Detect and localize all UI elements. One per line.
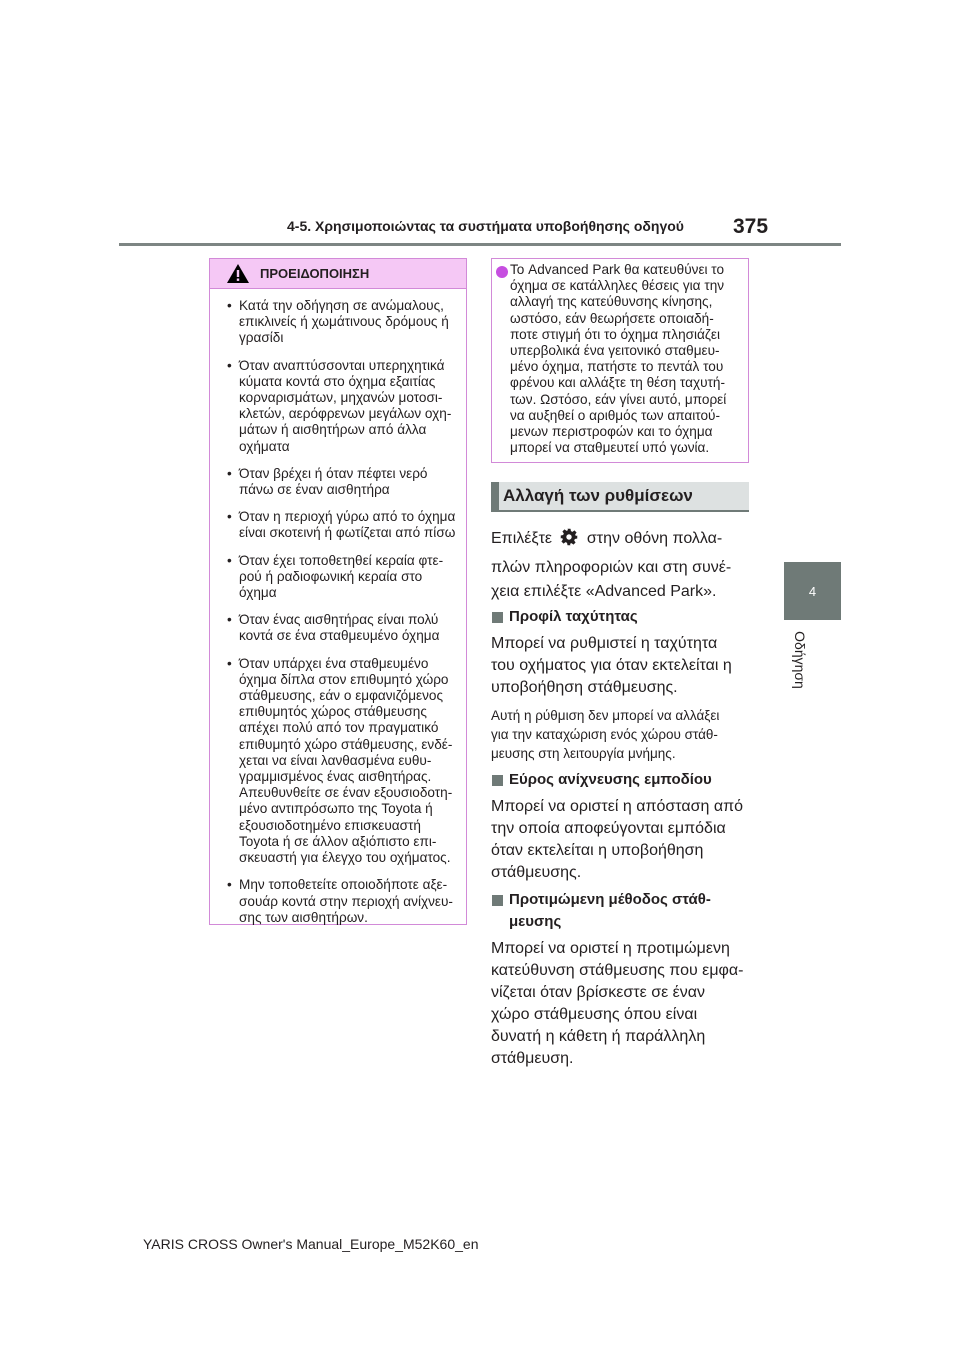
header-rule: [119, 243, 841, 246]
section-header: 4-5. Χρησιμοποιώντας τα συστήματα υποβοήθησης οδηγού: [287, 218, 684, 234]
warning-triangle-icon: [226, 263, 250, 284]
intro-text-cont: πλών πληροφοριών και στη συνέ- χεια επιλέξτε «Advanced Park».: [491, 559, 732, 600]
obstacle-text: Μπορεί να οριστεί η απόσταση από την οποία αποφεύγονται εμπόδια όταν εκτελείται η υποβοήθηση στάθμευσης.: [491, 798, 744, 881]
warning-list: [210, 289, 466, 926]
warning-item: • Κατά την οδήγηση σε ανώμαλους, επικλινείς ή χωμάτινους δρόμους ή γρασίδι: [228, 298, 458, 347]
warning-header: [210, 259, 466, 289]
warning-box: [209, 258, 467, 925]
subheading-obstacle: Εύρος ανίχνευσης εμποδίου: [491, 769, 712, 791]
note-text: Το Advanced Park θα κατευθύνει το όχημα σε κατάλληλες θέσεις για την αλλαγή της κατεύθυνσης κίνησης, ωστόσο, εάν θεωρήσετε οποιαδή- ποτε στιγμή ότι το όχημα πλησιάζει υπερβολικά ένα γειτονικό σταθμευ- μένο όχημα, πατήστε το πεντάλ του φρένου και αλλάξτε τη θέση ταχυτή- των. Ωστόσο, εάν γίνει αυτό, μπορεί να αυξηθεί ο αριθμός των απαιτού- μενων περιστροφών και το όχημα μπορεί να σταθμευτεί υπό γωνία.: [510, 262, 727, 456]
warning-item: • Όταν ένας αισθητήρας είναι πολύ κοντά σε ένα σταθμευμένο όχημα: [228, 612, 458, 644]
section-title: Αλλαγή των ρυθμίσεων: [491, 482, 749, 512]
subheading-method: Προτιμώμενη μέθοδος στάθ- μευσης: [491, 889, 711, 933]
warning-item: • Όταν βρέχει ή όταν πέφτει νερό πάνω σε έναν αισθητήρα: [228, 466, 458, 498]
speed-note: Αυτή η ρύθμιση δεν μπορεί να αλλάξει για την καταχώριση ενός χώρου στάθ- μευσης στη λειτουργία μνήμης.: [491, 708, 720, 761]
chapter-tab[interactable]: 4: [784, 562, 841, 620]
warning-item: • Όταν έχει τοποθετηθεί κεραία φτε- ρού ή ραδιοφωνική κεραία στο όχημα: [228, 553, 458, 602]
warning-item: • Μην τοποθετείτε οποιοδήποτε αξε- σουάρ κοντά στην περιοχή ανίχνευ- σης των αισθητήρων.: [228, 877, 458, 926]
intro-text: στην οθόνη πολλα-: [586, 530, 723, 547]
note-box: [491, 258, 749, 463]
method-text: Μπορεί να οριστεί η προτιμώμενη κατεύθυνση στάθμευσης που εμφα- νίζεται όταν βρίσκεστε σε έναν χώρο στάθμευσης όπου είναι δυνατή η κάθετη ή παράλληλη στάθμευση.: [491, 940, 744, 1067]
chapter-label: Οδήγηση: [792, 631, 808, 689]
intro-text: Επιλέξτε: [491, 530, 553, 547]
warning-item: • Όταν η περιοχή γύρω από το όχημα είναι σκοτεινή ή φωτίζεται από πίσω: [228, 509, 458, 541]
bullet-dot-icon: [496, 266, 508, 278]
page-number: 375: [733, 215, 769, 238]
speed-text: Μπορεί να ρυθμιστεί η ταχύτητα του οχήματος για όταν εκτελείται η υποβοήθηση στάθμευσης.: [491, 635, 732, 696]
warning-item: • Όταν αναπτύσσονται υπερηχητικά κύματα κοντά στο όχημα εξαιτίας κορναρισμάτων, μηχανών μοτοσι- κλετών, αερόφρενων μεγάλων οχη- μάτων ή αισθητήρων από άλλα οχήματα: [228, 358, 458, 455]
warning-title: ΠΡΟΕΙΔΟΠΟΙΗΣΗ: [260, 266, 370, 281]
footer-text: YARIS CROSS Owner's Manual_Europe_M52K60_en: [143, 1236, 479, 1252]
warning-item: • Όταν υπάρχει ένα σταθμευμένο όχημα δίπλα στον επιθυμητό χώρο στάθμευσης, εάν ο εμφανιζόμενος επιθυμητός χώρος στάθμευσης απέχει πολύ από τον πραγματικό επιθυμητό χώρο στάθμευσης, ενδέ- χεται να είναι λανθασμένα ευθυ- γραμμισμένος ένας αισθητήρας. Απευθυνθείτε σε έναν εξουσιοδοτη- μένο αντιπρόσωπο της Toyota ή εξουσιοδοτημένο επισκευαστή Toyota ή σε άλλον αξιόπιστο επι- σκευαστή για έλεγχο του οχήματος.: [228, 656, 458, 867]
intro-line: [491, 528, 722, 550]
gear-icon: [560, 528, 578, 546]
subheading-speed: Προφίλ ταχύτητας: [491, 606, 638, 628]
